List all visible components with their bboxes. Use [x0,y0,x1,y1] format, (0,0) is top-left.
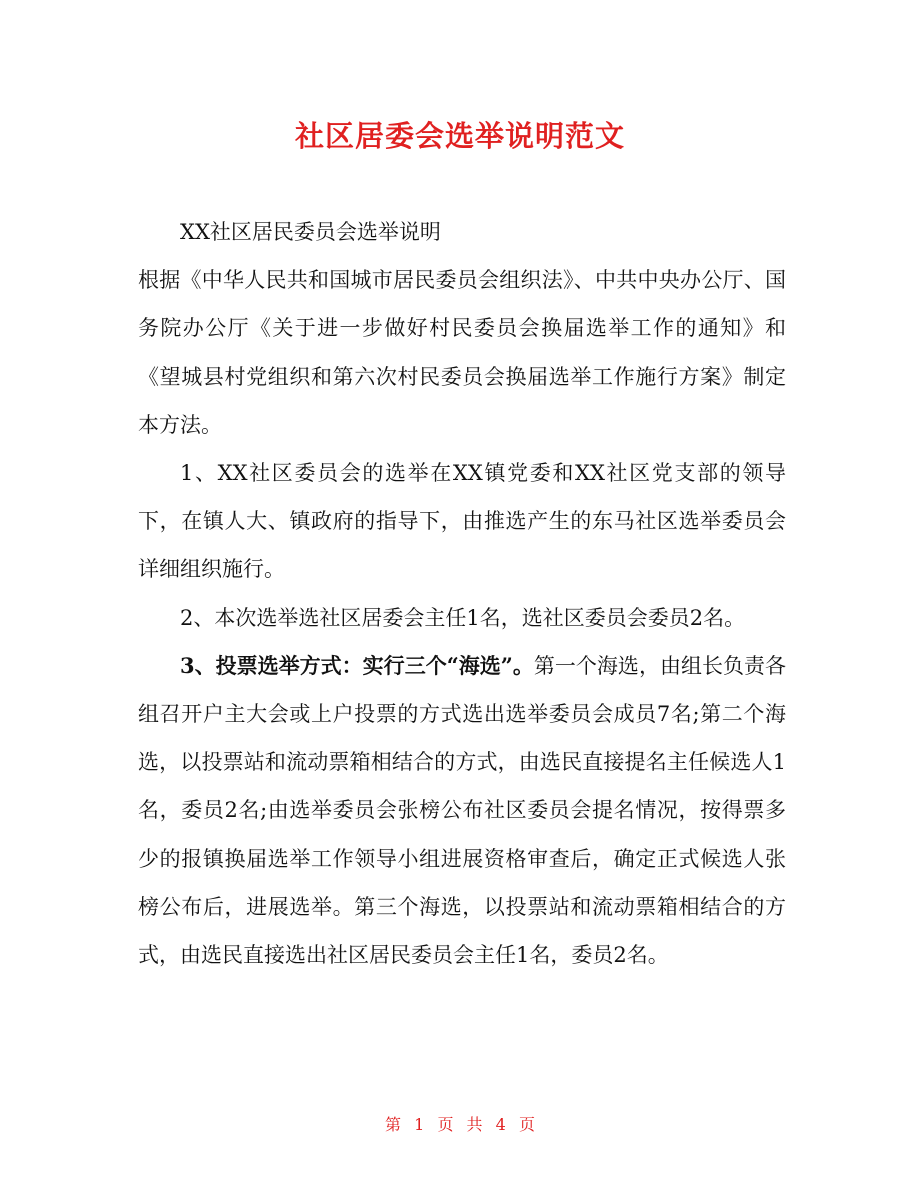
paragraph-item-3 [138,642,786,979]
footer-label-ye: 页 [437,1115,454,1134]
footer-label-ye2: 页 [518,1115,535,1134]
paragraph-item-3-body: 第一个海选，由组长负责各组召开户主大会或上户投票的方式选出选举委员会成员7名;第二个海选，以投票站和流动票箱相结合的方式，由选民直接提名主任候选人1名，委员2名;由选举委员会张榜公布社区委员会提名情况，按得票多少的报镇换届选举工作领导小组进展资格审查后，确定正式候选人张榜公布后，进展选举。第三个海选，以投票站和流动票箱相结合的方式，由选民直接选出社区居民委员会主任1名，委员2名。 [138,653,786,968]
paragraph-item-2: 2、本次选举选社区居委会主任1名，选社区委员会委员2名。 [180,605,746,630]
paragraph-item-3-heading: 3、投票选举方式：实行三个“海选”。 [180,652,534,678]
document-title: 社区居委会选举说明范文 [294,119,625,153]
paragraph-item-1: 1、XX社区委员会的选举在XX镇党委和XX社区党支部的领导下，在镇人大、镇政府的指导下，由推选产生的东马社区选举委员会详细组织施行。 [138,461,786,582]
page-footer [0,1111,920,1139]
footer-current-page: 1 [414,1115,425,1134]
paragraph-intro: 根据《中华人民共和国城市居民委员会组织法》、中共中央办公厅、国务院办公厅《关于进一步做好村民委员会换届选举工作的通知》和《望城县村党组织和第六次村民委员会换届选举工作施行方案》制定本方法。 [138,268,786,437]
footer-total-pages: 4 [495,1115,506,1134]
document-body [138,208,786,979]
footer-label-gong: 共 [466,1115,483,1134]
footer-label-di: 第 [385,1115,402,1134]
document-subtitle: XX社区居民委员会选举说明 [180,220,441,244]
